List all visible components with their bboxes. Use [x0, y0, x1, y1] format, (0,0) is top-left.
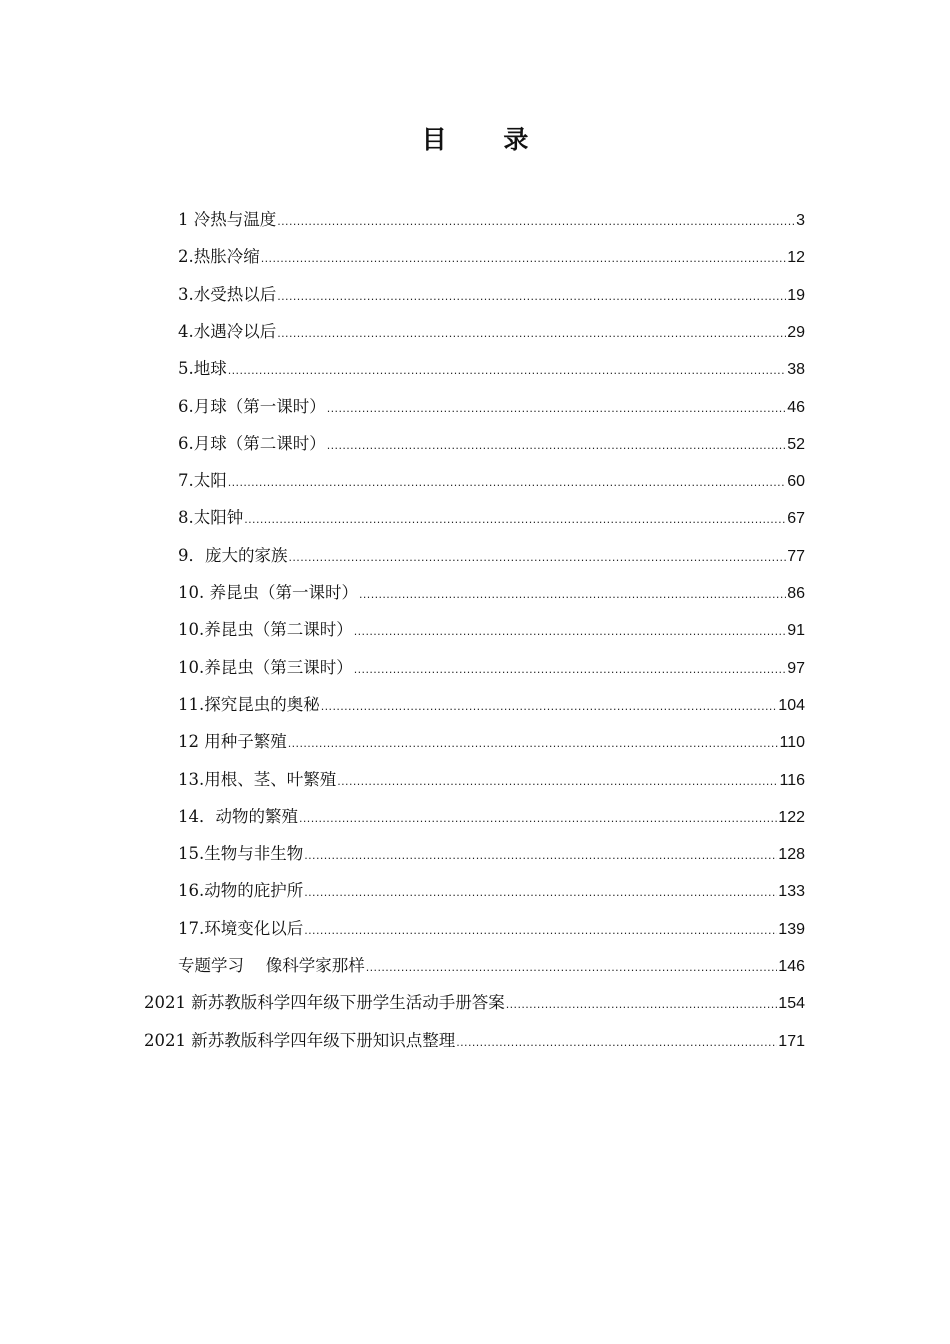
toc-entry-label: 17.环境变化以后	[178, 919, 304, 938]
toc-entry-label: 6.月球（第一课时）	[178, 397, 326, 416]
toc-leader-dots	[288, 732, 779, 756]
toc-entry-page-number: 86	[787, 585, 805, 602]
toc-entry[interactable]	[144, 991, 805, 1015]
toc-entry[interactable]	[178, 469, 805, 493]
toc-entry[interactable]	[178, 879, 805, 903]
toc-entry-page-number: 104	[778, 697, 805, 714]
toc-entry-label: 12 用种子繁殖	[178, 732, 287, 751]
toc-entry-page-number: 171	[778, 1033, 805, 1050]
toc-entry-label: 10.养昆虫（第二课时）	[178, 620, 353, 639]
toc-entry[interactable]	[178, 357, 805, 381]
toc-leader-dots	[304, 844, 777, 868]
toc-entry[interactable]	[178, 208, 805, 232]
toc-entry-label: 11.探究昆虫的奥秘	[178, 695, 320, 714]
toc-entry[interactable]	[178, 693, 805, 717]
toc-leader-dots	[261, 247, 786, 271]
toc-leader-dots	[228, 471, 786, 495]
toc-leader-dots	[304, 919, 777, 943]
toc-entry[interactable]	[178, 245, 805, 269]
toc-leader-dots	[327, 397, 786, 421]
toc-entry-label: 8.太阳钟	[178, 508, 244, 527]
toc-entry-label: 2021 新苏教版科学四年级下册知识点整理	[144, 1031, 456, 1050]
toc-leader-dots	[354, 620, 786, 644]
toc-entry-label: 5.地球	[178, 359, 227, 378]
toc-entry-label: 2021 新苏教版科学四年级下册学生活动手册答案	[144, 993, 505, 1012]
toc-leader-dots	[277, 322, 786, 346]
toc-entry-page-number: 110	[779, 734, 805, 751]
toc-entry-label: 13.用根、茎、叶繁殖	[178, 770, 337, 789]
toc-entry[interactable]	[178, 432, 805, 456]
toc-entry-page-number: 116	[779, 772, 805, 789]
toc-entry-page-number: 122	[778, 809, 805, 826]
toc-entry[interactable]	[178, 283, 805, 307]
toc-entry-label: 6.月球（第二课时）	[178, 434, 326, 453]
toc-entry[interactable]	[178, 618, 805, 642]
toc-entry-label: 4.水遇冷以后	[178, 322, 277, 341]
toc-entry[interactable]	[178, 656, 805, 680]
toc-leader-dots	[244, 508, 786, 532]
toc-entry-label: 1 冷热与温度	[178, 210, 277, 229]
toc-entry-label: 16.动物的庇护所	[178, 881, 304, 900]
toc-entry-label: 10.养昆虫（第三课时）	[178, 658, 353, 677]
toc-entry[interactable]	[178, 805, 805, 829]
toc-leader-dots	[289, 546, 787, 570]
toc-leader-dots	[337, 770, 778, 794]
toc-entry[interactable]	[178, 842, 805, 866]
toc-entry-page-number: 146	[778, 958, 805, 975]
toc-leader-dots	[304, 881, 777, 905]
toc-entry[interactable]	[178, 544, 805, 568]
toc-entry-page-number: 52	[787, 436, 805, 453]
toc-leader-dots	[321, 695, 778, 719]
toc-entry[interactable]	[178, 730, 805, 754]
toc-entry-page-number: 46	[787, 399, 805, 416]
toc-leader-dots	[277, 210, 795, 234]
toc-entry[interactable]	[178, 954, 805, 978]
toc-entry-page-number: 91	[787, 622, 805, 639]
toc-title: 目 录	[421, 125, 553, 154]
toc-entry-page-number: 19	[787, 287, 805, 304]
toc-entry-label: 3.水受热以后	[178, 285, 277, 304]
toc-leader-dots	[506, 993, 778, 1017]
toc-entry-label: 14．动物的繁殖	[178, 807, 298, 826]
toc-leader-dots	[327, 434, 786, 458]
toc-entry[interactable]	[178, 768, 805, 792]
toc-entry-page-number: 38	[787, 361, 805, 378]
toc-entry-page-number: 154	[778, 995, 805, 1012]
toc-leader-dots	[277, 285, 786, 309]
toc-leader-dots	[228, 359, 786, 383]
toc-entry[interactable]	[178, 917, 805, 941]
toc-entry-page-number: 67	[787, 510, 805, 527]
toc-entry-page-number: 3	[796, 212, 805, 229]
toc-entry-label: 10. 养昆虫（第一课时）	[178, 583, 358, 602]
toc-entry[interactable]	[178, 506, 805, 530]
toc-entry-page-number: 128	[778, 846, 805, 863]
toc-leader-dots	[366, 956, 778, 980]
toc-entry[interactable]	[144, 1029, 805, 1053]
toc-entry-page-number: 77	[787, 548, 805, 565]
toc-entry-label: 9．庞大的家族	[178, 546, 288, 565]
toc-entry-label: 2.热胀冷缩	[178, 247, 260, 266]
toc-leader-dots	[359, 583, 786, 607]
toc-entry[interactable]	[178, 320, 805, 344]
toc-entry-label: 专题学习 像科学家那样	[178, 956, 365, 975]
toc-leader-dots	[354, 658, 786, 682]
toc-leader-dots	[299, 807, 777, 831]
toc-entry-page-number: 97	[787, 660, 805, 677]
toc-entry[interactable]	[178, 581, 805, 605]
toc-entry[interactable]	[178, 395, 805, 419]
toc-entry-page-number: 12	[787, 249, 805, 266]
toc-entry-label: 15.生物与非生物	[178, 844, 304, 863]
toc-entry-page-number: 60	[787, 473, 805, 490]
toc-entry-page-number: 29	[787, 324, 805, 341]
toc-leader-dots	[456, 1031, 777, 1055]
toc-entry-page-number: 133	[778, 883, 805, 900]
toc-entry-page-number: 139	[778, 921, 805, 938]
toc-entry-label: 7.太阳	[178, 471, 227, 490]
